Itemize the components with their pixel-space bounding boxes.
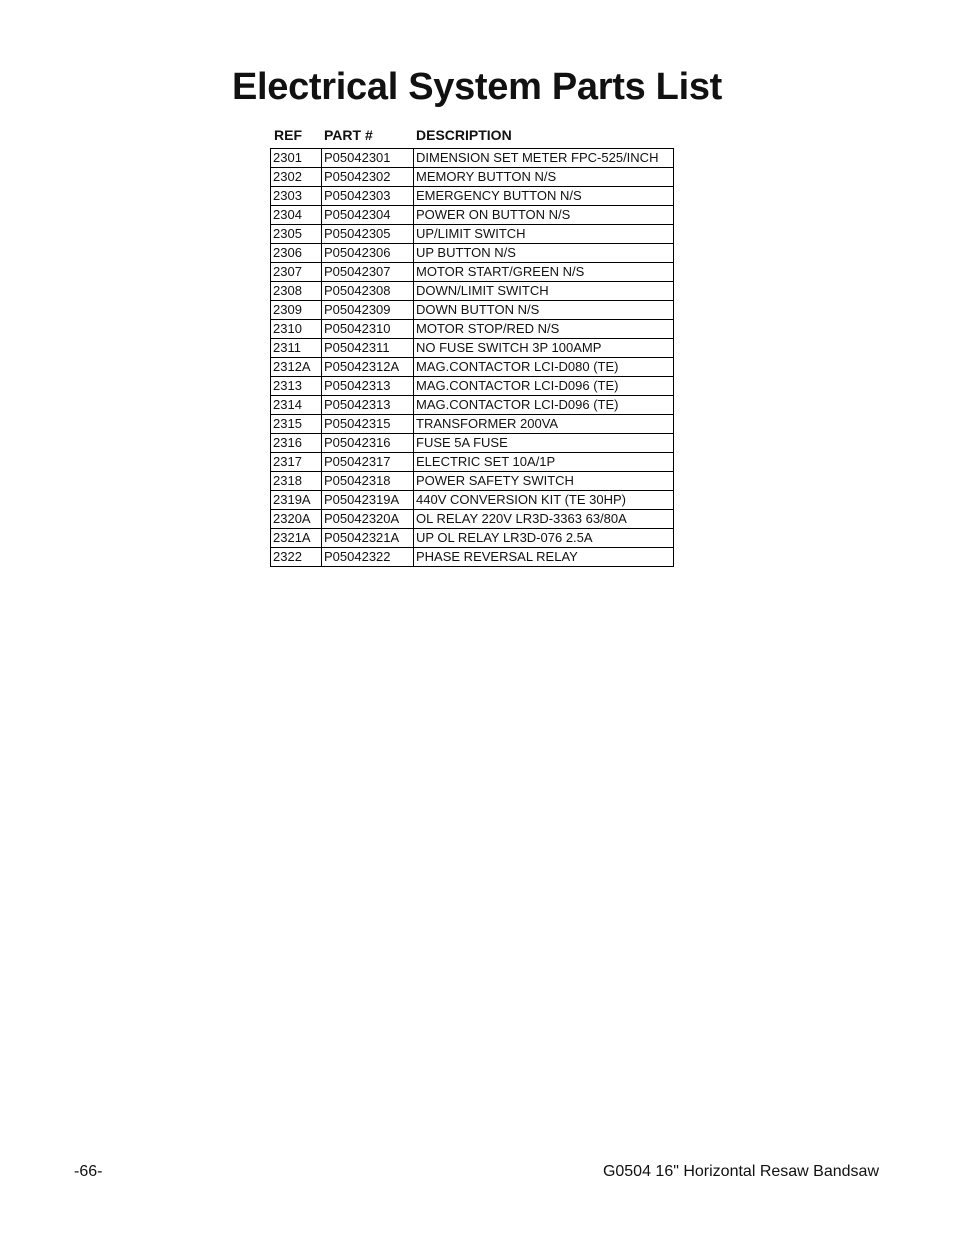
cell-ref: 2306 — [271, 244, 322, 263]
cell-description: UP OL RELAY LR3D-076 2.5A — [414, 529, 674, 548]
table-row — [271, 149, 674, 168]
table-row — [271, 282, 674, 301]
table-row — [271, 244, 674, 263]
footer-product-name: G0504 16" Horizontal Resaw Bandsaw — [602, 1163, 879, 1180]
column-header-description: DESCRIPTION — [416, 127, 512, 143]
table-row — [271, 320, 674, 339]
cell-part-number: P05042317 — [322, 453, 414, 472]
table-row — [271, 339, 674, 358]
table-row — [271, 415, 674, 434]
table-row — [271, 263, 674, 282]
cell-ref: 2314 — [271, 396, 322, 415]
cell-part-number: P05042309 — [322, 301, 414, 320]
cell-description: MEMORY BUTTON N/S — [414, 168, 674, 187]
cell-description: UP BUTTON N/S — [414, 244, 674, 263]
cell-description: NO FUSE SWITCH 3P 100AMP — [414, 339, 674, 358]
table-row — [271, 472, 674, 491]
cell-ref: 2320A — [271, 510, 322, 529]
cell-ref: 2307 — [271, 263, 322, 282]
cell-ref: 2321A — [271, 529, 322, 548]
cell-description: OL RELAY 220V LR3D-3363 63/80A — [414, 510, 674, 529]
cell-ref: 2318 — [271, 472, 322, 491]
cell-part-number: P05042306 — [322, 244, 414, 263]
cell-description: MOTOR STOP/RED N/S — [414, 320, 674, 339]
cell-description: MAG.CONTACTOR LCI-D096 (TE) — [414, 377, 674, 396]
cell-part-number: P05042313 — [322, 396, 414, 415]
cell-ref: 2309 — [271, 301, 322, 320]
parts-table-body — [271, 149, 674, 567]
cell-part-number: P05042316 — [322, 434, 414, 453]
cell-description: POWER SAFETY SWITCH — [414, 472, 674, 491]
cell-part-number: P05042303 — [322, 187, 414, 206]
cell-part-number: P05042307 — [322, 263, 414, 282]
cell-part-number: P05042301 — [322, 149, 414, 168]
cell-description: DOWN/LIMIT SWITCH — [414, 282, 674, 301]
table-row — [271, 529, 674, 548]
cell-ref: 2301 — [271, 149, 322, 168]
table-row — [271, 396, 674, 415]
cell-part-number: P05042313 — [322, 377, 414, 396]
cell-part-number: P05042304 — [322, 206, 414, 225]
cell-description: FUSE 5A FUSE — [414, 434, 674, 453]
cell-part-number: P05042310 — [322, 320, 414, 339]
cell-description: MAG.CONTACTOR LCI-D080 (TE) — [414, 358, 674, 377]
table-row — [271, 434, 674, 453]
cell-ref: 2303 — [271, 187, 322, 206]
cell-part-number: P05042322 — [322, 548, 414, 567]
cell-description: 440V CONVERSION KIT (TE 30HP) — [414, 491, 674, 510]
cell-description: ELECTRIC SET 10A/1P — [414, 453, 674, 472]
cell-description: UP/LIMIT SWITCH — [414, 225, 674, 244]
cell-part-number: P05042312A — [322, 358, 414, 377]
table-row — [271, 206, 674, 225]
cell-ref: 2315 — [271, 415, 322, 434]
table-row — [271, 225, 674, 244]
cell-description: MAG.CONTACTOR LCI-D096 (TE) — [414, 396, 674, 415]
cell-ref: 2305 — [271, 225, 322, 244]
cell-part-number: P05042305 — [322, 225, 414, 244]
cell-description: PHASE REVERSAL RELAY — [414, 548, 674, 567]
table-row — [271, 377, 674, 396]
cell-part-number: P05042311 — [322, 339, 414, 358]
page-number: -66- — [74, 1163, 103, 1180]
cell-part-number: P05042302 — [322, 168, 414, 187]
cell-description: EMERGENCY BUTTON N/S — [414, 187, 674, 206]
table-row — [271, 548, 674, 567]
cell-description: DOWN BUTTON N/S — [414, 301, 674, 320]
cell-ref: 2322 — [271, 548, 322, 567]
cell-ref: 2312A — [271, 358, 322, 377]
table-row — [271, 301, 674, 320]
cell-ref: 2308 — [271, 282, 322, 301]
cell-description: TRANSFORMER 200VA — [414, 415, 674, 434]
table-row — [271, 510, 674, 529]
cell-ref: 2304 — [271, 206, 322, 225]
cell-description: POWER ON BUTTON N/S — [414, 206, 674, 225]
cell-part-number: P05042319A — [322, 491, 414, 510]
table-row — [271, 187, 674, 206]
column-header-part-number: PART # — [324, 127, 373, 143]
parts-table — [270, 148, 674, 567]
cell-ref: 2313 — [271, 377, 322, 396]
cell-ref: 2316 — [271, 434, 322, 453]
cell-part-number: P05042308 — [322, 282, 414, 301]
cell-ref: 2317 — [271, 453, 322, 472]
table-row — [271, 168, 674, 187]
table-row — [271, 453, 674, 472]
page-title: Electrical System Parts List — [231, 66, 723, 108]
table-row — [271, 358, 674, 377]
cell-part-number: P05042321A — [322, 529, 414, 548]
cell-description: DIMENSION SET METER FPC-525/INCH — [414, 149, 674, 168]
cell-part-number: P05042315 — [322, 415, 414, 434]
cell-ref: 2302 — [271, 168, 322, 187]
cell-ref: 2311 — [271, 339, 322, 358]
cell-part-number: P05042320A — [322, 510, 414, 529]
cell-ref: 2310 — [271, 320, 322, 339]
column-header-ref: REF — [274, 127, 302, 143]
table-row — [271, 491, 674, 510]
cell-description: MOTOR START/GREEN N/S — [414, 263, 674, 282]
cell-ref: 2319A — [271, 491, 322, 510]
cell-part-number: P05042318 — [322, 472, 414, 491]
